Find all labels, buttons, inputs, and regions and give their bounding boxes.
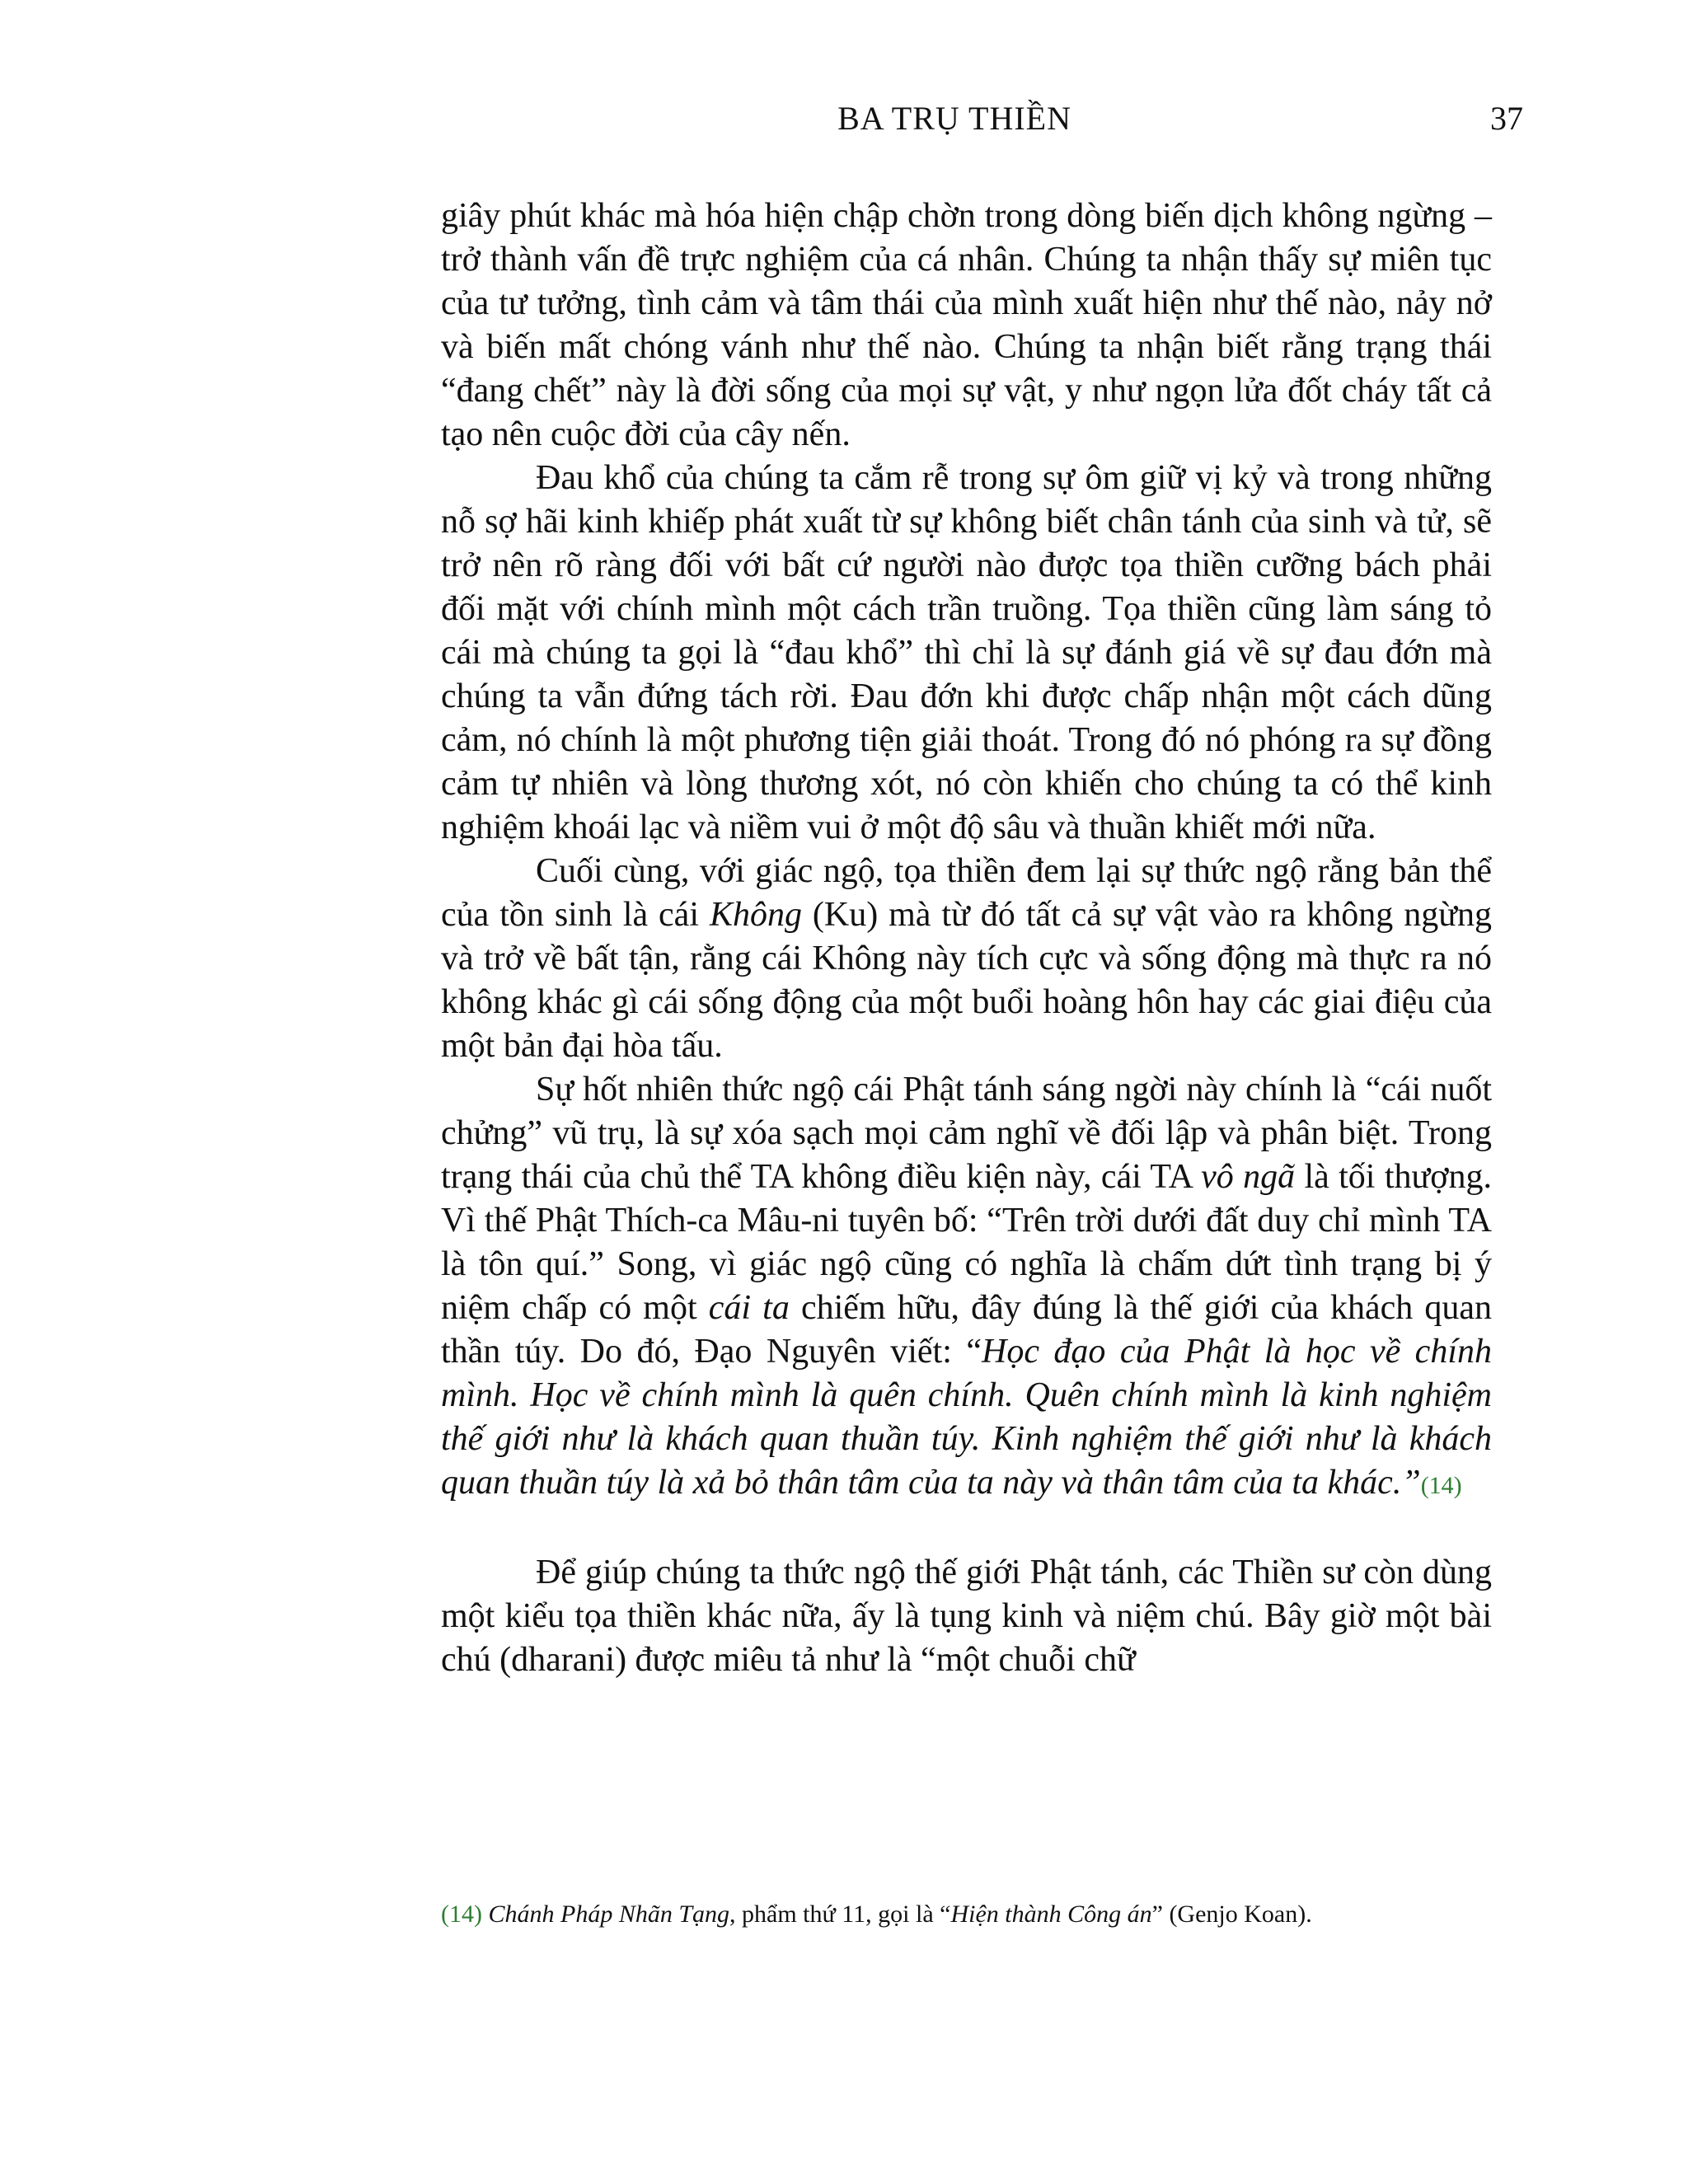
- text-run: là tối thượng. Vì thế Phật Thích-ca Mâu-ni tuyên bố: “Trên trời dưới đất duy chỉ mình TA là tôn quí.” Song, vì giác ngộ cũng có nghĩa là chấm dứt tình trạng bị ý niệm chấp có một: [441, 1158, 1492, 1327]
- paragraph-3: [441, 850, 1492, 1068]
- body-text: [441, 194, 1492, 1682]
- footnote: [441, 1898, 1504, 1931]
- italic-term-cai-ta: cái ta: [708, 1289, 790, 1327]
- page-number: 37: [1490, 100, 1523, 137]
- footnote-text-end: ” (Genjo Koan).: [1151, 1900, 1312, 1928]
- paragraph-2: Đau khổ của chúng ta cắm rễ trong sự ôm giữ vị kỷ và trong những nỗ sợ hãi kinh khiếp phát xuất từ sự không biết chân tánh của sinh và tử, sẽ trở nên rõ ràng đối với bất cứ người nào được tọa thiền cưỡng bách phải đối mặt với chính mình một cách trần truồng. Tọa thiền cũng làm sáng tỏ cái mà chúng ta gọi là “đau khổ” thì chỉ là sự đánh giá về sự đau đớn mà chúng ta vẫn đứng tách rời. Đau đớn khi được chấp nhận một cách dũng cảm, nó chính là một phương tiện giải thoát. Trong đó nó phóng ra sự đồng cảm tự nhiên và lòng thương xót, nó còn khiến cho chúng ta có thể kinh nghiệm khoái lạc và niềm vui ở một độ sâu và thuần khiết mới nữa.: [441, 459, 1492, 846]
- footnote-title: Chánh Pháp Nhãn Tạng: [488, 1900, 730, 1928]
- footnote-text: , phẩm thứ 11, gọi là “: [729, 1900, 951, 1928]
- footnote-reference[interactable]: (14): [1420, 1472, 1462, 1499]
- italic-term-vo-nga: vô ngã: [1201, 1158, 1296, 1196]
- paragraph-5: Để giúp chúng ta thức ngộ thế giới Phật tánh, các Thiền sư còn dùng một kiểu tọa thiền khác nữa, ấy là tụng kinh và niệm chú. Bây giờ một bài chú (dharani) được miêu tả như là “một chuỗi chữ: [441, 1554, 1492, 1679]
- text-run: Cuối cùng, với giác ngộ, tọa thiền đem lại sự thức ngộ rằng bản thể của tồn sinh là cái: [441, 852, 1492, 934]
- paragraph-1: giây phút khác mà hóa hiện chập chờn trong dòng biến dịch không ngừng – trở thành vấn đề trực nghiệm của cá nhân. Chúng ta nhận thấy sự miên tục của tư tưởng, tình cảm và tâm thái của mình xuất hiện như thế nào, nảy nở và biến mất chóng vánh như thế nào. Chúng ta nhận biết rằng trạng thái “đang chết” này là đời sống của mọi sự vật, y như ngọn lửa đốt cháy tất cả tạo nên cuộc đời của cây nến.: [441, 197, 1492, 453]
- text-run: (Ku) mà từ đó tất cả sự vật vào ra không ngừng và trở về bất tận, rằng cái Không này tích cực và sống động mà thực ra nó không khác gì cái sống động của một buổi hoàng hôn hay các giai điệu của một bản đại hòa tấu.: [441, 896, 1492, 1065]
- text-run: chiếm hữu, đây đúng là thế giới của khách quan thần túy. Do đó, Đạo Nguyên viết: “: [441, 1289, 1493, 1371]
- paragraph-4: [441, 1068, 1492, 1507]
- italic-term-khong: Không: [709, 896, 802, 934]
- footnote-title-2: Hiện thành Công án: [950, 1900, 1152, 1928]
- footnote-number: (14): [441, 1900, 482, 1928]
- running-title: BA TRỤ THIỀN: [837, 100, 1071, 137]
- text-run: Sự hốt nhiên thức ngộ cái Phật tánh sáng ngời này chính là “cái nuốt chửng” vũ trụ, là sự xóa sạch mọi cảm nghĩ về đối lập và phân biệt. Trong trạng thái của chủ thể TA không điều kiện này, cái TA: [441, 1071, 1492, 1196]
- dogen-quote: Học đạo của Phật là học về chính mình. Học về chính mình là quên chính. Quên chính mình là kinh nghiệm thế giới như là khách quan thuần túy. Kinh nghiệm thế giới như là khách quan thuần túy là xả bỏ thân tâm của ta này và thân tâm của ta khác.”: [441, 1333, 1492, 1502]
